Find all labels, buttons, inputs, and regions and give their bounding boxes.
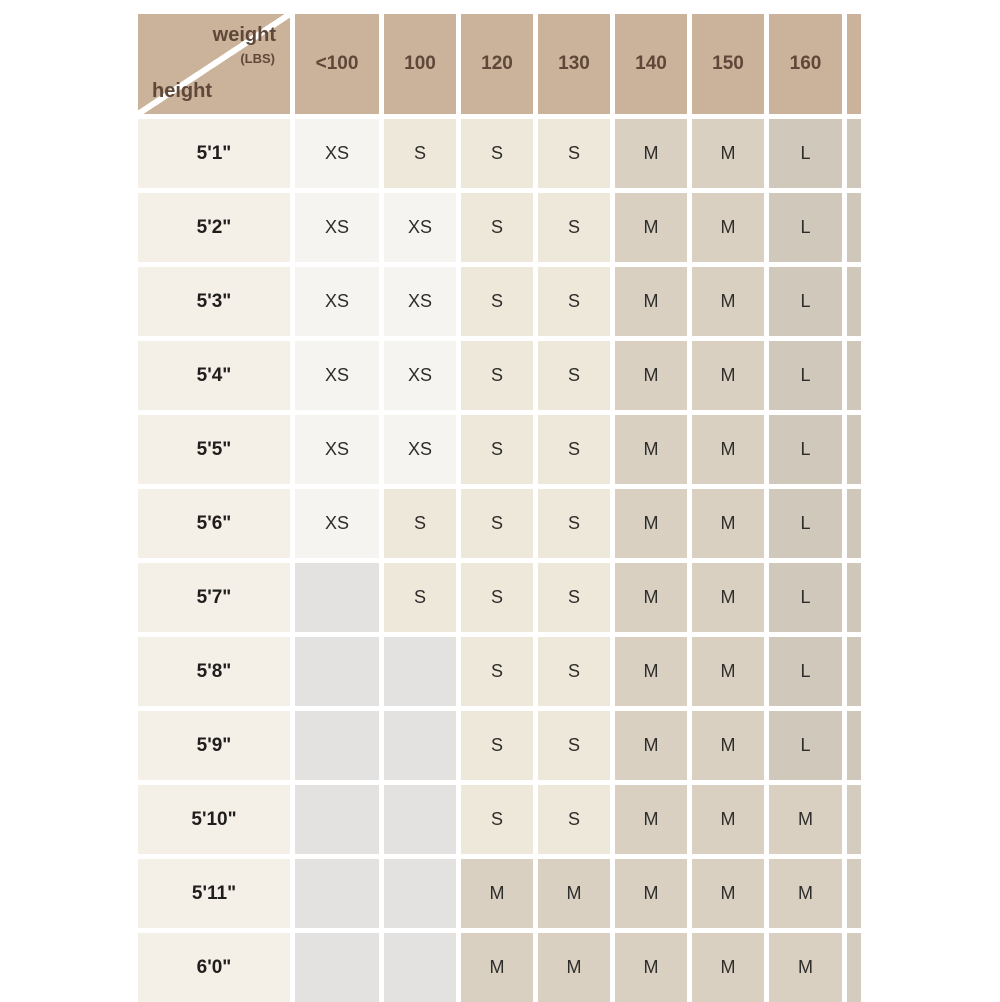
empty-cell <box>384 859 456 928</box>
size-cell: S <box>538 119 610 188</box>
weight-axis-label: weight <box>212 24 276 46</box>
height-axis-label: height <box>152 80 212 102</box>
size-cell: S <box>461 489 533 558</box>
size-cell: M <box>692 859 764 928</box>
empty-cell <box>295 637 379 706</box>
size-cell: M <box>615 859 687 928</box>
size-cell: M <box>692 415 764 484</box>
cropped-column-cell <box>847 859 861 928</box>
size-cell: S <box>538 267 610 336</box>
height-row-header: 5'4" <box>138 341 290 410</box>
cropped-column-cell <box>847 637 861 706</box>
cropped-column-cell <box>847 563 861 632</box>
size-cell: L <box>769 637 842 706</box>
size-cell: M <box>538 933 610 1002</box>
size-cell: M <box>692 711 764 780</box>
empty-cell <box>384 785 456 854</box>
weight-header-cell: 120 <box>461 14 533 114</box>
size-cell: M <box>615 711 687 780</box>
size-cell: L <box>769 119 842 188</box>
height-row-header: 5'6" <box>138 489 290 558</box>
size-cell: M <box>615 193 687 262</box>
cropped-column-cell <box>847 785 861 854</box>
height-row-header: 5'9" <box>138 711 290 780</box>
height-row-header: 5'8" <box>138 637 290 706</box>
size-cell: XS <box>384 341 456 410</box>
empty-cell <box>384 933 456 1002</box>
size-chart-table <box>138 14 861 1002</box>
height-row-header: 6'0" <box>138 933 290 1002</box>
size-cell: M <box>615 637 687 706</box>
cropped-column-cell <box>847 267 861 336</box>
size-cell: S <box>538 193 610 262</box>
size-cell: M <box>692 785 764 854</box>
weight-header-cell: 130 <box>538 14 610 114</box>
height-row-header: 5'10" <box>138 785 290 854</box>
size-cell: M <box>615 341 687 410</box>
size-cell: S <box>461 193 533 262</box>
height-row-header: 5'5" <box>138 415 290 484</box>
size-cell: XS <box>295 119 379 188</box>
height-row-header: 5'3" <box>138 267 290 336</box>
size-cell: M <box>615 267 687 336</box>
cropped-column-cell <box>847 119 861 188</box>
size-cell: M <box>461 933 533 1002</box>
size-cell: M <box>692 193 764 262</box>
size-cell: XS <box>295 193 379 262</box>
weight-header-cell: 150 <box>692 14 764 114</box>
size-cell: L <box>769 341 842 410</box>
size-cell: S <box>461 267 533 336</box>
size-cell: S <box>384 119 456 188</box>
cropped-column-cell <box>847 711 861 780</box>
height-row-header: 5'11" <box>138 859 290 928</box>
size-cell: S <box>461 785 533 854</box>
size-cell: M <box>615 933 687 1002</box>
weight-header-cell: 160 <box>769 14 842 114</box>
size-cell: L <box>769 563 842 632</box>
size-cell: XS <box>384 267 456 336</box>
height-row-header: 5'1" <box>138 119 290 188</box>
size-cell: XS <box>295 489 379 558</box>
empty-cell <box>295 785 379 854</box>
size-cell: S <box>384 563 456 632</box>
weight-header-cell: 100 <box>384 14 456 114</box>
size-cell: S <box>461 341 533 410</box>
size-cell: S <box>538 341 610 410</box>
size-cell: M <box>615 415 687 484</box>
size-cell: L <box>769 489 842 558</box>
size-cell: XS <box>295 267 379 336</box>
size-cell: M <box>769 933 842 1002</box>
size-cell: M <box>615 489 687 558</box>
empty-cell <box>295 711 379 780</box>
size-cell: S <box>538 637 610 706</box>
size-cell: M <box>692 933 764 1002</box>
size-cell: M <box>692 119 764 188</box>
size-cell: S <box>461 711 533 780</box>
size-cell: M <box>692 267 764 336</box>
empty-cell <box>384 637 456 706</box>
size-cell: M <box>692 563 764 632</box>
size-cell: L <box>769 267 842 336</box>
corner-header-cell <box>138 14 290 114</box>
size-cell: M <box>538 859 610 928</box>
size-cell: S <box>538 489 610 558</box>
size-cell: M <box>692 637 764 706</box>
size-cell: S <box>538 563 610 632</box>
size-cell: L <box>769 415 842 484</box>
weight-header-cell: 140 <box>615 14 687 114</box>
empty-cell <box>295 859 379 928</box>
cropped-column-cell <box>847 933 861 1002</box>
cropped-column-cell <box>847 415 861 484</box>
size-cell: L <box>769 711 842 780</box>
size-cell: S <box>384 489 456 558</box>
cropped-column-cell <box>847 489 861 558</box>
size-cell: XS <box>384 415 456 484</box>
height-row-header: 5'7" <box>138 563 290 632</box>
size-cell: M <box>692 341 764 410</box>
empty-cell <box>295 933 379 1002</box>
size-cell: S <box>461 563 533 632</box>
size-cell: S <box>538 711 610 780</box>
size-cell: S <box>538 415 610 484</box>
cropped-header-cell <box>847 14 861 114</box>
size-cell: S <box>461 415 533 484</box>
size-cell: S <box>461 119 533 188</box>
size-cell: XS <box>384 193 456 262</box>
size-cell: S <box>538 785 610 854</box>
height-row-header: 5'2" <box>138 193 290 262</box>
size-cell: XS <box>295 341 379 410</box>
size-cell: M <box>769 859 842 928</box>
size-cell: XS <box>295 415 379 484</box>
size-cell: S <box>461 637 533 706</box>
size-cell: M <box>615 563 687 632</box>
weight-header-cell: <100 <box>295 14 379 114</box>
cropped-column-cell <box>847 193 861 262</box>
size-cell: M <box>615 119 687 188</box>
cropped-column-cell <box>847 341 861 410</box>
size-cell: M <box>615 785 687 854</box>
weight-unit-label: (LBS) <box>240 51 275 66</box>
empty-cell <box>295 563 379 632</box>
size-cell: L <box>769 193 842 262</box>
size-cell: M <box>692 489 764 558</box>
empty-cell <box>384 711 456 780</box>
size-cell: M <box>769 785 842 854</box>
size-cell: M <box>461 859 533 928</box>
